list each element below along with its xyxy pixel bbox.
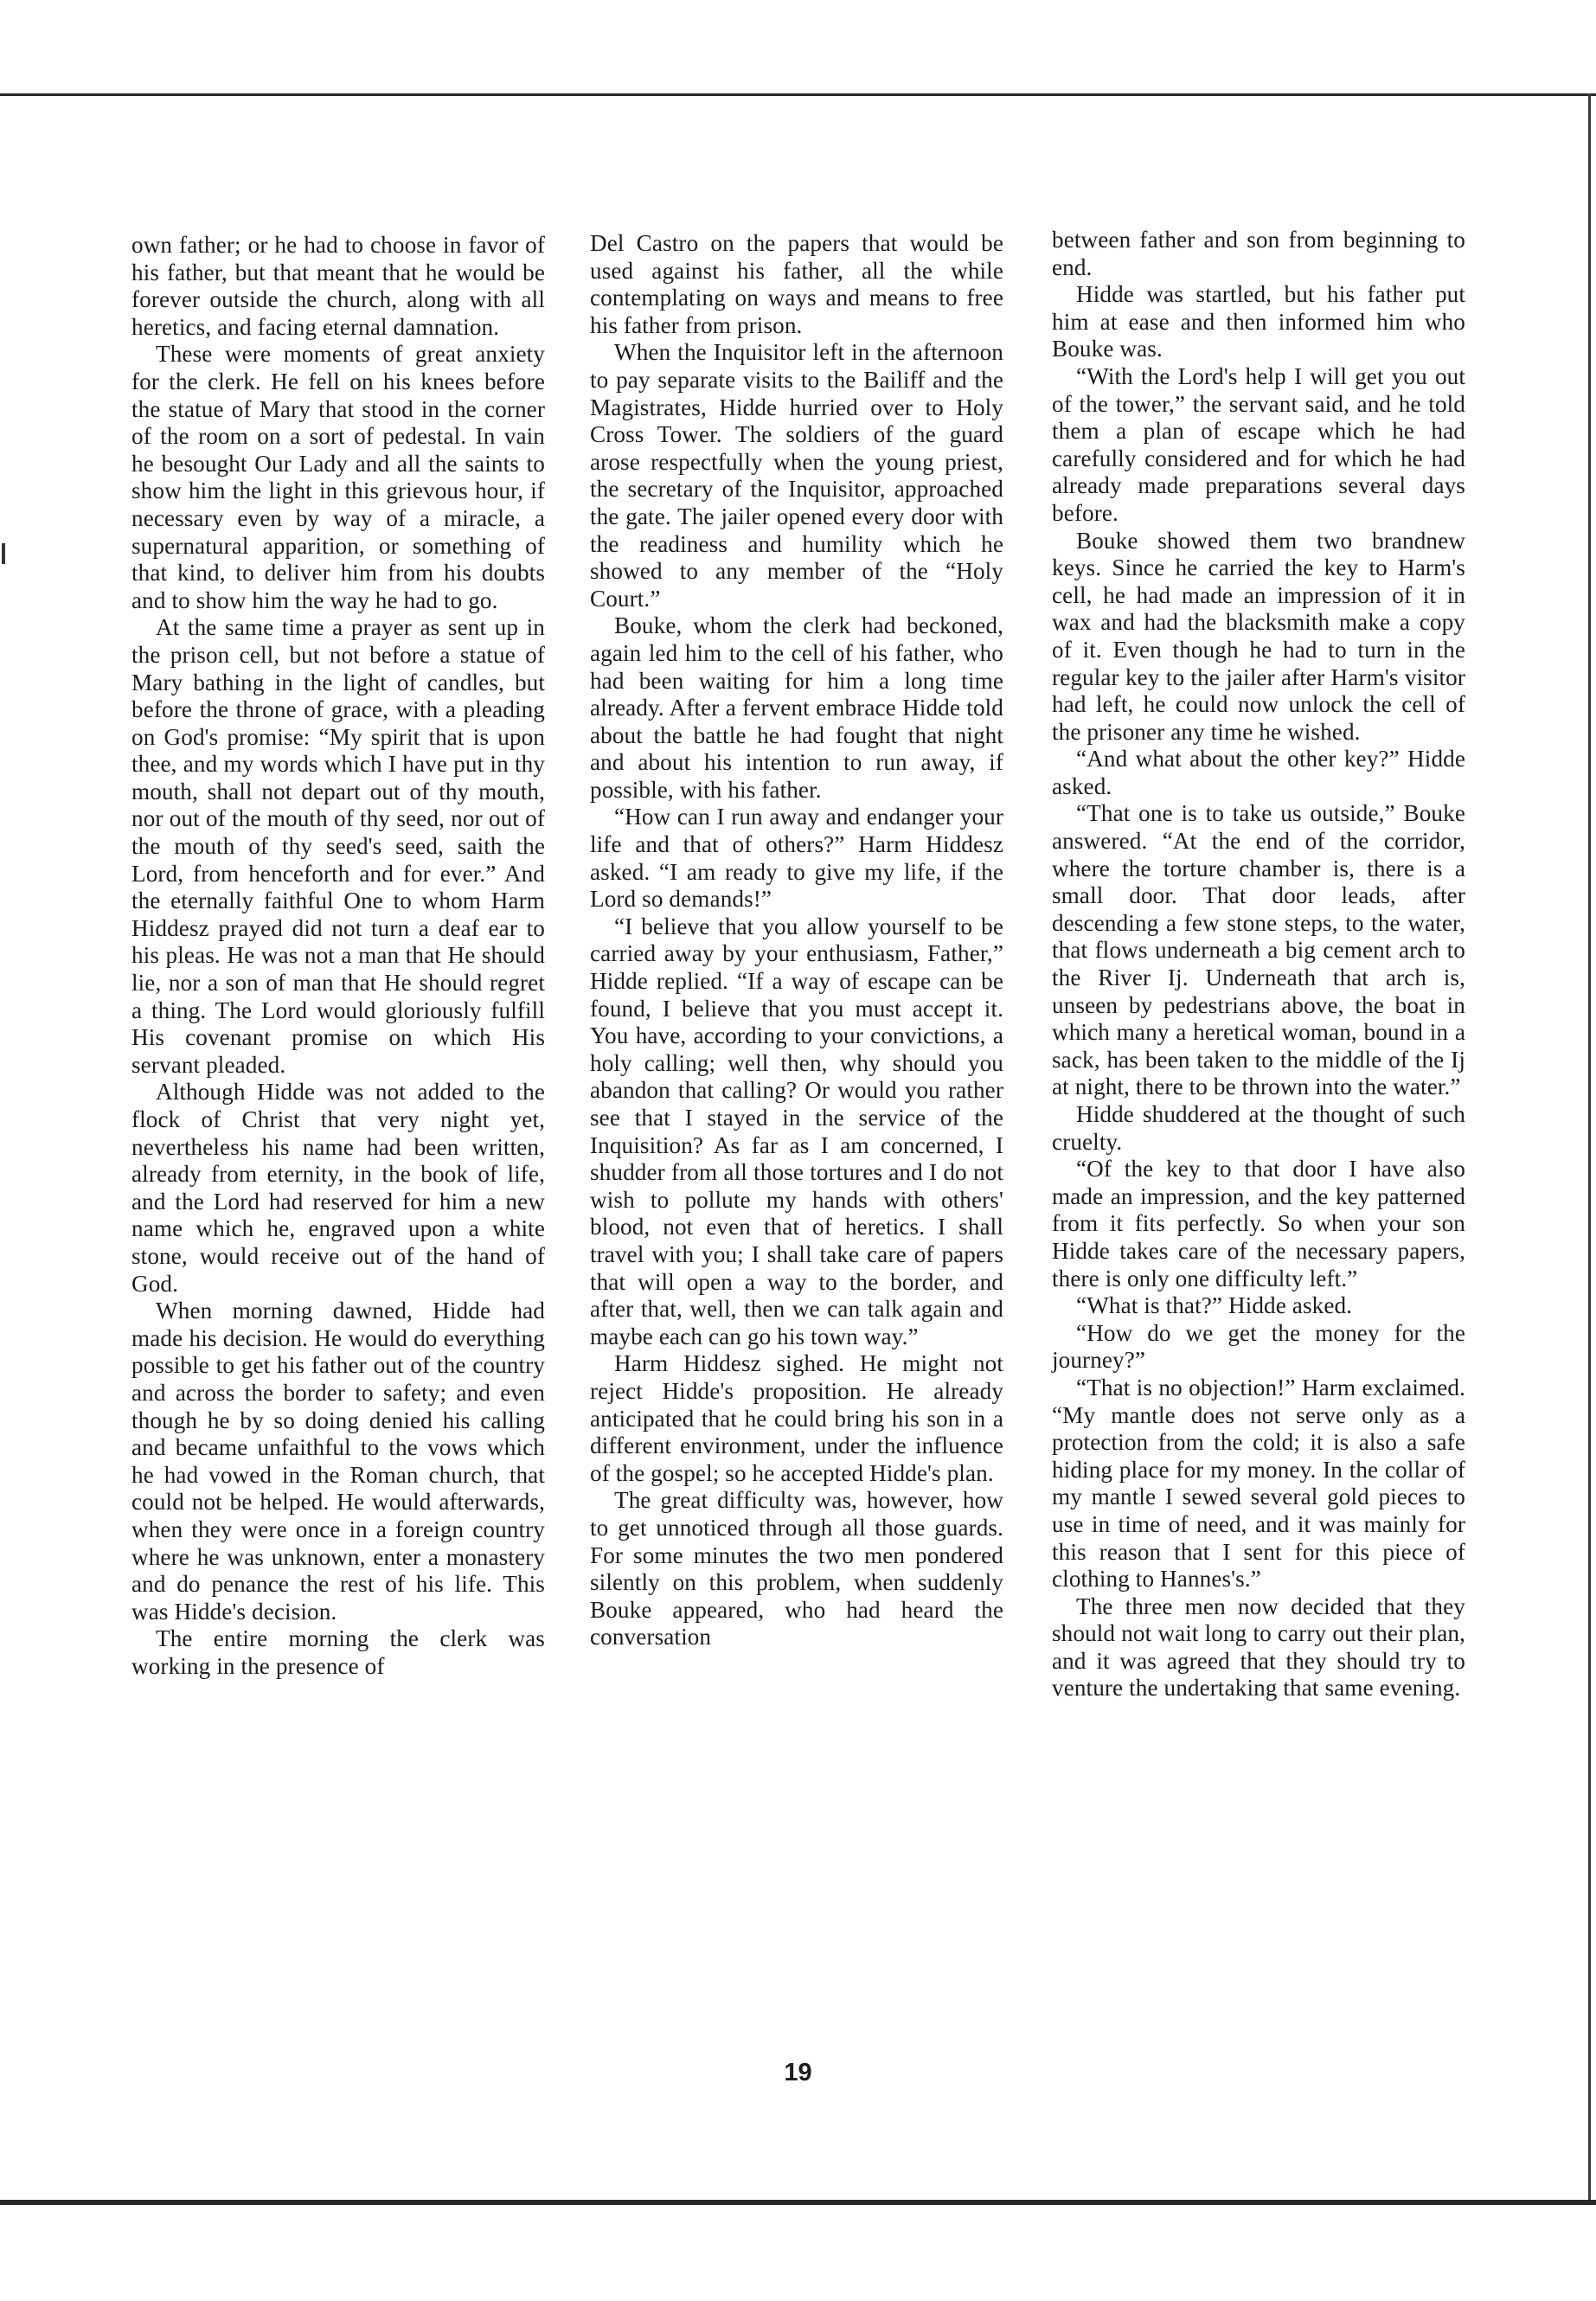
- page-number: 19: [784, 2059, 812, 2086]
- column-right: [1052, 227, 1465, 1702]
- paragraph: Hidde was startled, but his father put him at ease and then informed him who Bouke was.: [1052, 281, 1465, 362]
- paragraph: “How can I run away and endanger your life and that of others?” Harm Hiddesz asked. “I am ready to give my life, if the Lord so demands!”: [590, 804, 1003, 913]
- paragraph: “And what about the other key?” Hidde asked.: [1052, 746, 1465, 799]
- paragraph: When morning dawned, Hidde had made his decision. He would do everything possible to get his father out of the country and across the border to safety; and even though he by so doing denied his calling and became unfaithful to the vows which he had vowed in the Roman church, that could not be helped. He would afterwards, when they were once in a foreign country where he was unknown, enter a monastery and do penance the rest of his life. This was Hidde's decision.: [131, 1298, 545, 1625]
- paragraph: “What is that?” Hidde asked.: [1076, 1292, 1353, 1319]
- left-margin-mark: [2, 543, 5, 564]
- paragraph: The entire morning the clerk was working in the presence of: [131, 1625, 545, 1679]
- right-scan-border: [1588, 93, 1591, 2201]
- paragraph: “That one is to take us outside,” Bouke answered. “At the end of the corridor, where the torture chamber is, there is a small door. That door leads, after descending a few stone steps, to the water, that flows underneath a big cement arch to the River Ij. Underneath that arch is, unseen by pedestrians above, the boat in which many a heretical woman, bound in a sack, has been taken to the middle of the Ij at night, there to be thrown into the water.”: [1052, 800, 1465, 1100]
- paragraph: When the Inquisitor left in the afternoon to pay separate visits to the Bailiff and the Magistrates, Hidde hurried over to Holy Cross Tower. The soldiers of the guard arose respectfully when the young priest, the secretary of the Inquisitor, approached the gate. The jailer opened every door with the readiness and humility which he showed to any member of the “Holy Court.”: [590, 339, 1003, 612]
- paragraph: Harm Hiddesz sighed. He might not reject Hidde's proposition. He already anticipated that he could bring his son in a different environment, under the influence of the gospel; so he accepted Hidde's plan.: [590, 1350, 1003, 1486]
- paragraph: “How do we get the money for the journey?”: [1052, 1319, 1465, 1374]
- paragraph: These were moments of great anxiety for the clerk. He fell on his knees before the statue of Mary that stood in the corner of the room on a sort of pedestal. In vain he besought Our Lady and all the saints to show him the light in this grievous hour, if necessary even by way of a miracle, a supernatural apparition, or something of that kind, to deliver him from his doubts and to show him the way he had to go.: [131, 341, 545, 613]
- paragraph: The great difficulty was, however, how to get unnoticed through all those guards. For some minutes the two men pondered silently on this problem, when suddenly Bouke appeared, who had heard the conversation: [590, 1487, 1003, 1650]
- bottom-scan-border: [0, 2200, 1596, 2205]
- column-left: [131, 232, 545, 1680]
- paragraph: own father; or he had to choose in favor of his father, but that meant that he would be forever outside the church, along with all heretics, and facing eternal damnation.: [131, 232, 545, 340]
- paragraph: Bouke, whom the clerk had beckoned, again led him to the cell of his father, who had been waiting for him a long time already. After a fervent embrace Hidde told about the battle he had fought that night and about his intention to run away, if possible, with his father.: [590, 612, 1003, 803]
- paragraph: The three men now decided that they should not wait long to carry out their plan, and it was agreed that they should try to venture the undertaking that same evening.: [1052, 1593, 1465, 1702]
- paragraph: Although Hidde was not added to the flock of Christ that very night yet, nevertheless his name had been written, already from eternity, in the book of life, and the Lord had reserved for him a new name which he, engraved upon a white stone, would receive out of the hand of God.: [131, 1079, 545, 1297]
- paragraph: “I believe that you allow yourself to be carried away by your enthusiasm, Father,” Hidde replied. “If a way of escape can be found, I believe that you must accept it. You have, according to your convictions, a holy calling; well then, why should you abandon that calling? Or would you rather see that I stayed in the service of the Inquisition? As far as I am concerned, I shudder from all those tortures and I do not wish to pollute my hands with others' blood, not even that of heretics. I shall travel with you; I shall take care of papers that will open a way to the border, and after that, well, then we can talk again and maybe each can go his town way.”: [590, 913, 1003, 1349]
- paragraph: “Of the key to that door I have also made an impression, and the key patterned from it fits perfectly. So when your son Hidde takes care of the necessary papers, there is only one difficulty left.”: [1052, 1156, 1465, 1292]
- paragraph: “With the Lord's help I will get you out of the tower,” the servant said, and he told them a plan of escape which he had carefully considered and for which he had already made preparations several days before.: [1052, 362, 1465, 526]
- paragraph: Hidde shuddered at the thought of such cruelty.: [1052, 1101, 1465, 1155]
- top-scan-border: [0, 93, 1596, 96]
- paragraph: At the same time a prayer as sent up in the prison cell, but not before a statue of Mary bathing in the light of candles, but before the throne of grace, with a pleading on God's promise: “My spirit that is upon thee, and my words which I have put in thy mouth, shall not depart out of thy mouth, nor out of the mouth of thy seed, nor out of the mouth of thy seed's seed, saith the Lord, from henceforth and for ever.” And the eternally faithful One to whom Harm Hiddesz prayed did not turn a deaf ear to his pleas. He was not a man that He should lie, nor a son of man that He should regret a thing. The Lord would gloriously fulfill His covenant promise on which His servant pleaded.: [131, 614, 545, 1078]
- paragraph: Del Castro on the papers that would be used against his father, all the while contemplating on ways and means to free his father from prison.: [590, 230, 1003, 338]
- column-middle: [590, 230, 1003, 1651]
- paragraph: “That is no objection!” Harm exclaimed. “My mantle does not serve only as a protection from the cold; it is also a safe hiding place for my money. In the collar of my mantle I sewed several gold pieces to use in time of need, and it was mainly for this reason that I sent for this piece of clothing to Hannes's.”: [1052, 1374, 1465, 1593]
- paragraph: Bouke showed them two brandnew keys. Since he carried the key to Harm's cell, he had made an impression of it in wax and had the blacksmith make a copy of it. Even though he had to turn in the regular key to the jailer after Harm's visitor had left, he could now unlock the cell of the prisoner any time he wished.: [1052, 527, 1465, 745]
- paragraph: between father and son from beginning to end.: [1052, 227, 1465, 280]
